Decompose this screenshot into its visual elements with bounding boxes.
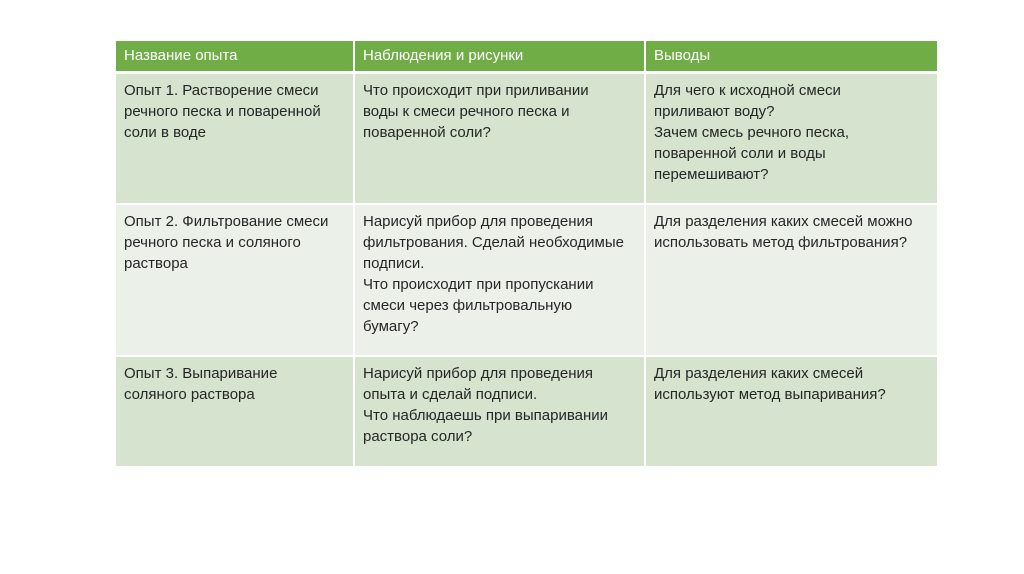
cell-line: Что наблюдаешь при выпаривании — [363, 407, 609, 424]
header-experiment-name: Название опыта — [116, 41, 354, 72]
cell-line: Опыт 1. Растворение смеси — [124, 81, 319, 99]
cell-line: перемешивают? — [654, 165, 769, 183]
table-row — [116, 356, 937, 467]
table-header-row — [116, 41, 937, 72]
cell-observations — [354, 72, 645, 204]
experiments-table — [116, 41, 937, 468]
cell-line: смеси через фильтровальную — [363, 297, 573, 314]
cell-conclusions — [645, 356, 937, 467]
cell-line: бумагу? — [363, 318, 419, 335]
cell-line: раствора — [124, 255, 188, 272]
cell-line: поваренной соли? — [363, 123, 491, 141]
cell-line: Нарисуй прибор для проведения — [363, 213, 594, 230]
cell-conclusions — [645, 204, 937, 356]
cell-experiment-name — [116, 72, 354, 204]
cell-line: Для чего к исходной смеси — [654, 81, 841, 99]
cell-line: Зачем смесь речного песка, — [654, 123, 849, 141]
cell-line: соляного раствора — [124, 386, 255, 403]
table-row — [116, 72, 937, 204]
cell-line: речного песка и поваренной — [124, 102, 321, 120]
cell-conclusions — [645, 72, 937, 204]
cell-line: Опыт 2. Фильтрование смеси — [124, 213, 329, 230]
cell-line: фильтрования. Сделай необходимые — [363, 234, 624, 251]
cell-line: приливают воду? — [654, 102, 775, 120]
cell-line: используют метод выпаривания? — [654, 386, 886, 403]
cell-line: раствора соли? — [363, 428, 473, 445]
cell-line: речного песка и соляного — [124, 234, 301, 251]
cell-line: Что происходит при приливании — [363, 81, 589, 99]
cell-line: Что происходит при пропускании — [363, 276, 594, 293]
header-conclusions: Выводы — [645, 41, 937, 72]
cell-observations — [354, 204, 645, 356]
cell-line: использовать метод фильтрования? — [654, 234, 908, 251]
cell-line: воды к смеси речного песка и — [363, 102, 570, 120]
cell-line: поваренной соли и воды — [654, 144, 826, 162]
table-row — [116, 204, 937, 356]
cell-line: опыта и сделай подписи. — [363, 386, 538, 403]
cell-line: соли в воде — [124, 123, 207, 141]
header-observations: Наблюдения и рисунки — [354, 41, 645, 72]
cell-experiment-name — [116, 204, 354, 356]
cell-line: Нарисуй прибор для проведения — [363, 365, 594, 382]
cell-line: Опыт 3. Выпаривание — [124, 365, 278, 382]
cell-observations — [354, 356, 645, 467]
cell-line: подписи. — [363, 255, 425, 272]
cell-line: Для разделения каких смесей можно — [654, 213, 913, 230]
cell-line: Для разделения каких смесей — [654, 365, 864, 382]
cell-experiment-name — [116, 356, 354, 467]
